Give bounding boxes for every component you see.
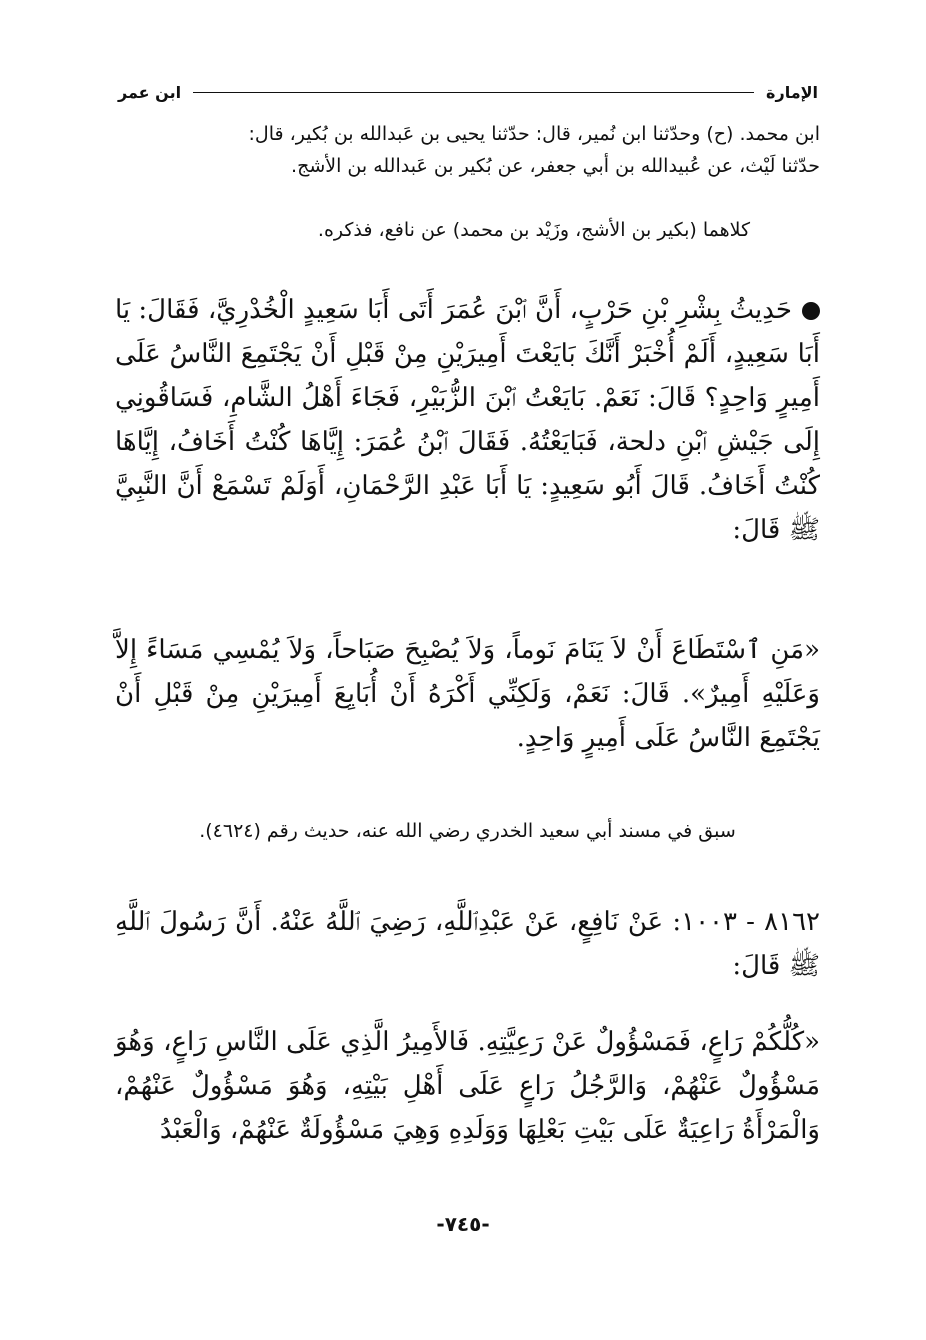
isnad-summary (115, 214, 820, 246)
isnad-line-3: كلاهما (بكير بن الأشج، وزَيْد بن محمد) عن نافع، فذكره. (317, 219, 750, 241)
hadith-1-quote (115, 628, 820, 760)
isnad-paragraph (115, 118, 820, 182)
hadith-2-intro-text: ٨١٦٢ - ١٠٠٣: عَنْ نَافِعٍ، عَنْ عَبْدِٱللَّهِ، رَضِيَ ٱللَّهُ عَنْهُ. أَنَّ رَسُولَ ٱللَّهِ ﷺ قَالَ: (115, 907, 820, 981)
running-header (118, 80, 818, 104)
hadith-1-narration-text: حَدِيثُ بِشْرِ بْنِ حَرْبٍ، أَنَّ ٱبْنَ عُمَرَ أَتَى أَبَا سَعِيدٍ الْخُدْرِيَّ، فَقَالَ: يَا أَبَا سَعِيدٍ، أَلَمْ أُخْبَرْ أَنَّكَ بَايَعْتَ أَمِيرَيْنِ مِنْ قَبْلِ أَنْ يَجْتَمِعَ النَّاسُ عَلَى أَمِيرٍ وَاحِدٍ؟ قَالَ: نَعَمْ. بَايَعْتُ ٱبْنَ الزُّبَيْرِ، فَجَاءَ أَهْلُ الشَّامِ، فَسَاقُونِي إِلَى جَيْشِ ٱبْنِ دلحة، فَبَايَعْتُهُ. فَقَالَ ٱبْنُ عُمَرَ: إِيَّاهَا كُنْتُ أَخَافُ، إِيَّاهَا كُنْتُ أَخَافُ. قَالَ أَبُو سَعِيدٍ: يَا أَبَا عَبْدِ الرَّحْمَانِ، أَوَلَمْ تَسْمَعْ أَنَّ النَّبِيَّ ﷺ قَالَ: (115, 295, 820, 545)
hadith-1-quote-text: «مَنِ ٱسْتَطَاعَ أَنْ لاَ يَنَامَ نَوماً، وَلاَ يُصْبِحَ صَبَاحاً، وَلاَ يُمْسِي مَسَاءً إِلاَّ وَعَلَيْهِ أَمِيرٌ». قَالَ: نَعَمْ، وَلَكِنِّي أَكْرَهُ أَنْ أُبَايِعَ أَمِيرَيْنِ مِنْ قَبْلِ أَنْ يَجْتَمِعَ النَّاسُ عَلَى أَمِيرٍ وَاحِدٍ. (115, 635, 820, 753)
isnad-line-2: حدّثنا لَيْث، عن عُبيدالله بن أبي جعفر، عن بُكير بن عَبدالله بن الأشج. (291, 155, 820, 177)
hadith-2-intro (115, 900, 820, 988)
page-number: -٧٤٥- (436, 1212, 490, 1236)
hadith-2-text (115, 1020, 820, 1152)
bullet-icon (802, 302, 820, 320)
hadith-1-reference (115, 815, 820, 847)
hadith-1-narration (115, 288, 820, 552)
hadith-2-body: «كُلُّكُمْ رَاعٍ، فَمَسْؤُولٌ عَنْ رَعِيَّتِهِ. فَالأَمِيرُ الَّذِي عَلَى النَّاسِ رَاعٍ، وَهُوَ مَسْؤُولٌ عَنْهُمْ، وَالرَّجُلُ رَاعٍ عَلَى أَهْلِ بَيْتِهِ، وَهُوَ مَسْؤُولٌ عَنْهُمْ، وَالْمَرْأَةُ رَاعِيَةٌ عَلَى بَيْتِ بَعْلِهَا وَوَلَدِهِ وَهِيَ مَسْؤُولَةٌ عَنْهُمْ، وَالْعَبْدُ (115, 1027, 820, 1145)
header-rule (193, 92, 754, 93)
narrator-title: ابن عمر (118, 82, 182, 102)
isnad-line-1: ابن محمد. (ح) وحدّثنا ابن نُمير، قال: حدّثنا يحيى بن عَبدالله بن بُكير، قال: (248, 123, 820, 145)
reference-text: سبق في مسند أبي سعيد الخدري رضي الله عنه، حديث رقم (٤٦٢٤). (199, 820, 736, 842)
section-title: الإمارة (766, 82, 818, 102)
